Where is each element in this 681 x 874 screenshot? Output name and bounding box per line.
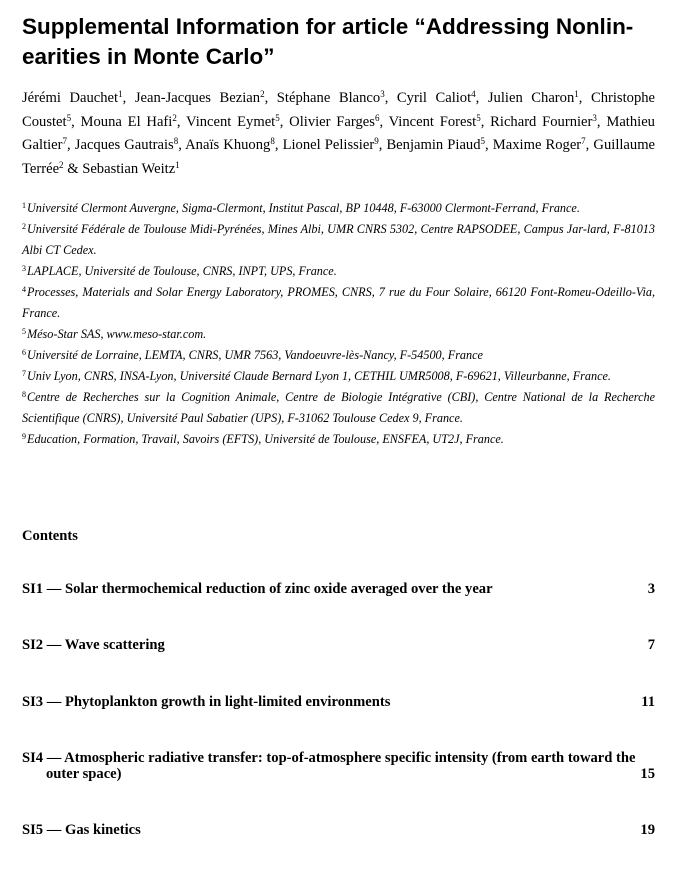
- toc-entry-title[interactable]: SI4 — Atmospheric radiative transfer: top-of-atmosphere specific intensity (from earth toward the outer space): [22, 750, 636, 782]
- author: Christophe Coustet$^5$: [22, 90, 656, 130]
- author: Sebastian Weitz$^1$: [82, 159, 180, 177]
- toc-entry[interactable]: [22, 694, 655, 710]
- toc-entry-title[interactable]: SI5 — Gas kinetics: [22, 822, 141, 838]
- toc-entry-page[interactable]: 3: [647, 581, 655, 597]
- affiliation: $^1$Université Clermont Auvergne, Sigma-Clermont, Institut Pascal, BP 10448, F-63000 Clermont-Ferrand, France.: [22, 201, 580, 215]
- toc-entry[interactable]: [22, 822, 655, 838]
- toc-entry[interactable]: [22, 581, 655, 597]
- author: Anaïs Khuong$^8$: [185, 136, 275, 153]
- document-title: Supplemental Information for article “Addressing Nonlin-earities in Monte Carlo”: [22, 14, 634, 69]
- author: Jean-Jacques Bezian$^2$: [134, 89, 265, 106]
- affiliation: $^6$Université de Lorraine, LEMTA, CNRS, UMR 7563, Vandoeuvre-lès-Nancy, F-54500, France: [22, 348, 483, 362]
- affiliation: $^4$Processes, Materials and Solar Energy Laboratory, PROMES, CNRS, 7 rue du Four Solaire, 66120 Font-Romeu-Odeillo-Via, France.: [22, 285, 655, 320]
- author: Mouna El Hafi$^2$: [80, 112, 177, 130]
- toc-entry[interactable]: [22, 750, 655, 782]
- author: Mathieu Galtier$^7$: [22, 113, 655, 153]
- document-page: [22, 12, 656, 838]
- affiliation: $^7$Univ Lyon, CNRS, INSA-Lyon, Université Claude Bernard Lyon 1, CETHIL UMR5008, F-69621, Villeurbanne, France.: [22, 369, 611, 383]
- affiliation: $^2$Université Fédérale de Toulouse Midi-Pyrénées, Mines Albi, UMR CNRS 5302, Centre RAPSODEE, Campus Jar-lard, F-81013 Albi CT Cedex.: [22, 222, 655, 257]
- author: Olivier Farges$^6$: [289, 112, 380, 130]
- toc-entry-page[interactable]: 15: [640, 766, 655, 782]
- toc-entry-page[interactable]: 11: [641, 694, 655, 710]
- author: Guillaume Terrée$^2$: [22, 137, 656, 177]
- toc-entry-page[interactable]: 7: [647, 637, 655, 653]
- affiliation: $^9$Education, Formation, Travail, Savoirs (EFTS), Université de Toulouse, ENSFEA, UT2J, France.: [22, 432, 504, 446]
- author: Richard Fournier$^3$: [490, 112, 597, 130]
- toc-entry-title[interactable]: SI2 — Wave scattering: [22, 637, 165, 653]
- toc-entry-page[interactable]: 19: [640, 822, 655, 838]
- affiliation: $^8$Centre de Recherches sur la Cognition Animale, Centre de Biologie Intégrative (CBI), Centre National de la Recherche Scientifique (CNRS), Université Paul Sabatier (UPS), F-31062 Toulouse Cedex 9, France.: [22, 390, 655, 425]
- toc-entry[interactable]: [22, 637, 655, 653]
- toc-entry-title[interactable]: SI3 — Phytoplankton growth in light-limited environments: [22, 694, 391, 710]
- affiliation: $^3$LAPLACE, Université de Toulouse, CNRS, INPT, UPS, France.: [22, 264, 337, 278]
- author: Cyril Caliot$^4$: [396, 89, 476, 106]
- author: Maxime Roger$^7$: [492, 136, 586, 153]
- contents-heading: Contents: [22, 528, 78, 544]
- author: Vincent Forest$^5$: [388, 112, 481, 130]
- toc-entry-title[interactable]: SI1 — Solar thermochemical reduction of zinc oxide averaged over the year: [22, 581, 493, 597]
- author: Jacques Gautrais$^8$: [74, 136, 179, 153]
- author: Julien Charon$^1$: [487, 89, 579, 106]
- author-list: Jérémi Dauchet$^1$, Jean-Jacques Bezian$^2$, Stéphane Blanco$^3$, Cyril Caliot$^4$, Julien Charon$^1$, Christophe Coustet$^5$, Mouna El Hafi$^2$, Vincent Eymet$^5$, Olivier Farges$^6$, Vincent Forest$^5$, Richard Fournier$^3$, Mathieu Galtier$^7$, Jacques Gautrais$^8$, Anaïs Khuong$^8$, Lionel Pelissier$^9$, Benjamin Piaud$^5$, Maxime Roger$^7$, Guillaume Terrée$^2$ & Sebastian Weitz$^1$: [22, 89, 656, 177]
- author: Jérémi Dauchet$^1$: [22, 89, 123, 106]
- affiliation: $^5$Méso-Star SAS, www.meso-star.com.: [22, 327, 207, 341]
- affiliation-list: [22, 198, 655, 450]
- author: Benjamin Piaud$^5$: [386, 136, 486, 153]
- author: Stéphane Blanco$^3$: [276, 89, 385, 106]
- author: Vincent Eymet$^5$: [186, 112, 280, 130]
- author: Lionel Pelissier$^9$: [282, 136, 379, 153]
